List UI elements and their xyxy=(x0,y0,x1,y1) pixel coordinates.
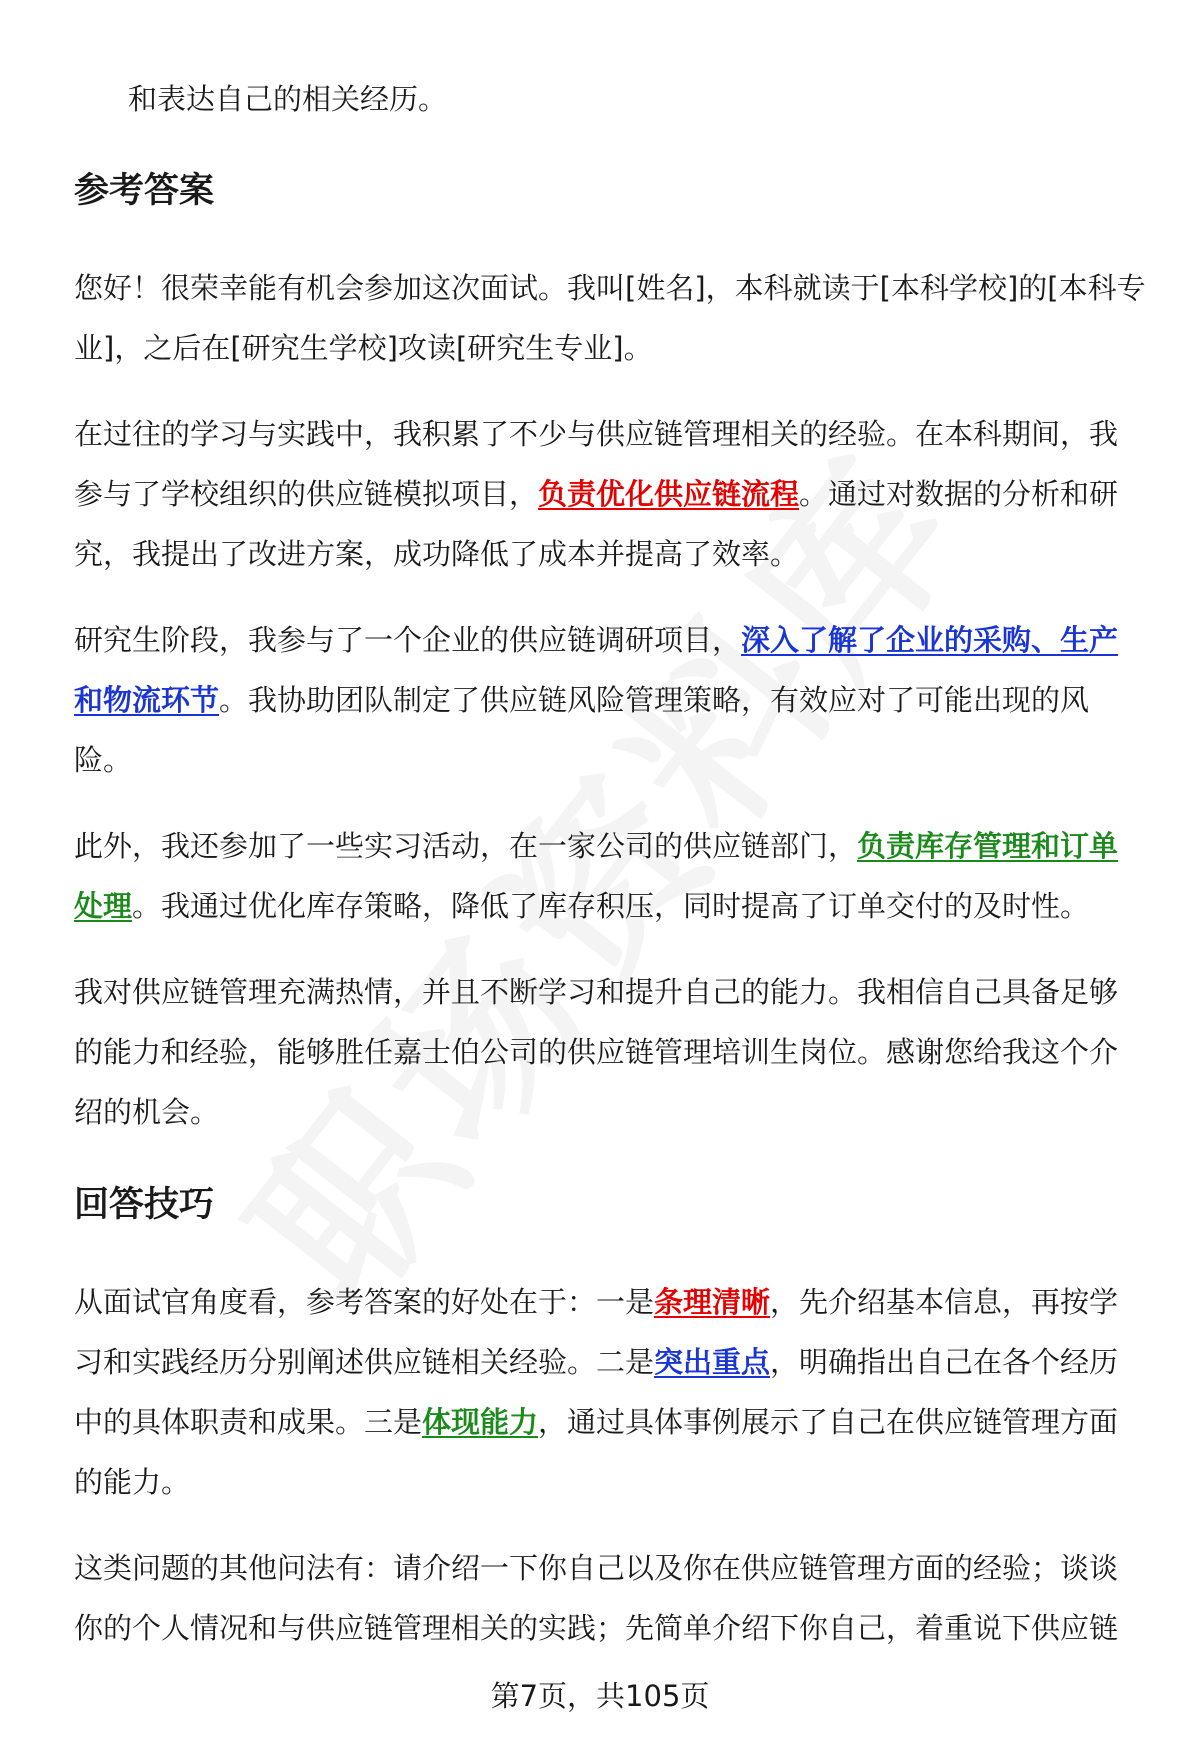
answer-paragraph-2 xyxy=(74,404,1146,584)
highlight-red: 条理清晰 xyxy=(654,1285,771,1319)
paragraph-text: ，通过具体事例展示了自己在供应链管理方面的能力。 xyxy=(74,1405,1119,1499)
answer-paragraph-4 xyxy=(74,816,1146,936)
highlight-green: 体现能力 xyxy=(422,1405,539,1439)
paragraph-text: ，明确指出自己在各个经历中的具体职责和成果。三是 xyxy=(74,1345,1119,1439)
answer-paragraph-3 xyxy=(74,610,1146,790)
section-title-answer-tips: 回答技巧 xyxy=(74,1185,215,1225)
paragraph-text: 。我协助团队制定了供应链风险管理策略，有效应对了可能出现的风险。 xyxy=(74,683,1090,777)
intro-tail-text: 和表达自己的相关经历。 xyxy=(128,82,448,116)
paragraph-text: 。我通过优化库存策略，降低了库存积压，同时提高了订单交付的及时性。 xyxy=(132,889,1090,923)
tips-paragraph-1 xyxy=(74,1272,1146,1512)
document-page xyxy=(74,70,1146,1684)
answer-paragraph-1: 您好！很荣幸能有机会参加这次面试。我叫[姓名]，本科就读于[本科学校]的[本科专业]，之后在[研究生学校]攻读[研究生专业]。 xyxy=(74,271,1146,365)
paragraph-text: 。通过对数据的分析和研究，我提出了改进方案，成功降低了成本并提高了效率。 xyxy=(74,477,1119,571)
paragraph-text: ，先介绍基本信息，再按学习和实践经历分别阐述供应链相关经验。二是 xyxy=(74,1285,1119,1379)
highlight-blue: 突出重点 xyxy=(654,1345,771,1379)
highlight-red: 负责优化供应链流程 xyxy=(538,477,800,511)
paragraph-text: 此外，我还参加了一些实习活动，在一家公司的供应链部门， xyxy=(74,829,858,863)
section-title-reference-answer: 参考答案 xyxy=(74,171,215,211)
paragraph-text: 研究生阶段，我参与了一个企业的供应链调研项目， xyxy=(74,623,742,657)
tips-paragraph-2: 这类问题的其他问法有：请介绍一下你自己以及你在供应链管理方面的经验；谈谈你的个人情况和与供应链管理相关的实践；先简单介绍下你自己，着重说下供应链 xyxy=(74,1551,1119,1645)
highlight-blue: 深入了解了企业的采购、生产和物流环节 xyxy=(74,623,1119,717)
paragraph-text: 在过往的学习与实践中，我积累了不少与供应链管理相关的经验。在本科期间，我参与了学校组织的供应链模拟项目， xyxy=(74,417,1119,511)
answer-paragraph-5: 我对供应链管理充满热情，并且不断学习和提升自己的能力。我相信自己具备足够的能力和经验，能够胜任嘉士伯公司的供应链管理培训生岗位。感谢您给我这个介绍的机会。 xyxy=(74,975,1119,1129)
page-number-footer: 第7页，共105页 xyxy=(490,1679,710,1713)
paragraph-text: 从面试官角度看，参考答案的好处在于：一是 xyxy=(74,1285,655,1319)
highlight-green: 负责库存管理和订单处理 xyxy=(74,829,1119,923)
